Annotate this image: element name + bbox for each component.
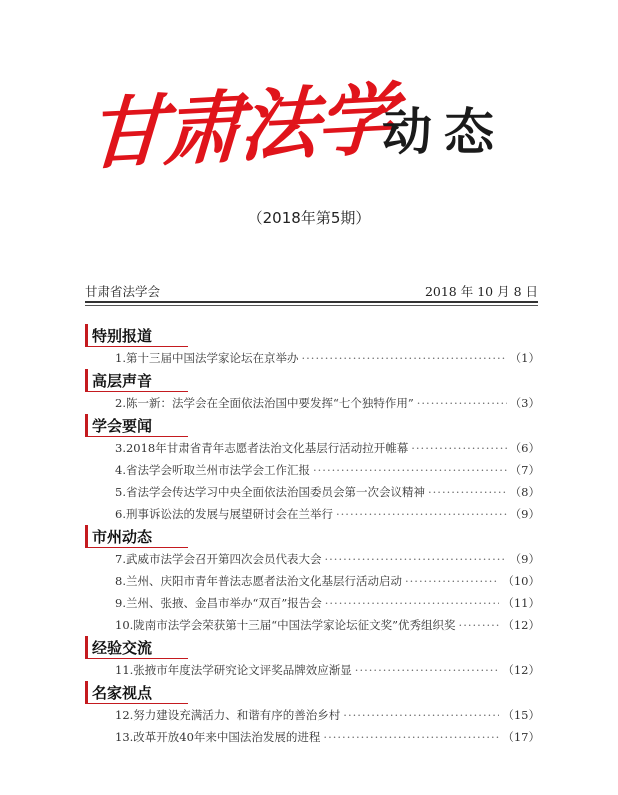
- toc-entry[interactable]: 2.陈一新：法学会在全面依法治国中要发挥“七个独特作用” ····· （3）: [85, 392, 540, 414]
- toc-entry[interactable]: 4.省法学会听取兰州市法学会工作汇报 ····· （7）: [85, 459, 540, 481]
- toc-section-special-report: [85, 324, 540, 369]
- masthead-title-red: 甘肃法学: [85, 74, 396, 181]
- toc-entry[interactable]: 10.陇南市法学会荣获第十三届“中国法学家论坛征文奖”优秀组织奖 ····· （12）: [85, 614, 540, 636]
- toc-entry[interactable]: 11.张掖市年度法学研究论文评奖品牌效应渐显 ····· （12）: [85, 659, 540, 681]
- table-of-contents: [85, 324, 540, 748]
- masthead: [85, 74, 548, 181]
- toc-entry[interactable]: 12.努力建设充满活力、和谐有序的善治乡村 ····· （15）: [85, 704, 540, 726]
- section-heading: 经验交流: [85, 636, 540, 659]
- header-rule-thin: [85, 305, 538, 306]
- toc-section-society-news: [85, 414, 540, 525]
- toc-entry[interactable]: 8.兰州、庆阳市青年普法志愿者法治文化基层行活动启动 ····· （10）: [85, 570, 540, 592]
- toc-entry[interactable]: 1.第十三届中国法学家论坛在京举办 ····· （1）: [85, 347, 540, 369]
- section-heading: 学会要闻: [85, 414, 540, 437]
- section-heading: 特别报道: [85, 324, 540, 347]
- issue-number: （2018年第5期）: [247, 209, 371, 227]
- toc-entry[interactable]: 5.省法学会传达学习中央全面依法治国委员会第一次会议精神 ····· （8）: [85, 481, 540, 503]
- toc-entry[interactable]: 3.2018年甘肃省青年志愿者法治文化基层行活动拉开帷幕 ····· （6）: [85, 437, 540, 459]
- toc-section-high-level-voices: [85, 369, 540, 414]
- header-rule-thick: [85, 301, 538, 303]
- publish-date: 2018 年 10 月 8 日: [424, 284, 538, 299]
- toc-entry[interactable]: 7.武威市法学会召开第四次会员代表大会 ····· （9）: [85, 548, 540, 570]
- toc-entry[interactable]: 9.兰州、张掖、金昌市举办“双百”报告会 ····· （11）: [85, 592, 540, 614]
- toc-section-experience-exchange: [85, 636, 540, 681]
- section-heading: 高层声音: [85, 369, 540, 392]
- section-heading: 名家视点: [85, 681, 540, 704]
- toc-section-city-news: [85, 525, 540, 636]
- toc-entry[interactable]: 6.刑事诉讼法的发展与展望研讨会在兰举行 ····· （9）: [85, 503, 540, 525]
- masthead-title-black: 动态: [382, 103, 506, 161]
- section-heading: 市州动态: [85, 525, 540, 548]
- toc-section-expert-views: [85, 681, 540, 748]
- publisher-name: 甘肃省法学会: [85, 284, 161, 299]
- toc-entry[interactable]: 13.改革开放40年来中国法治发展的进程 ····· （17）: [85, 726, 540, 748]
